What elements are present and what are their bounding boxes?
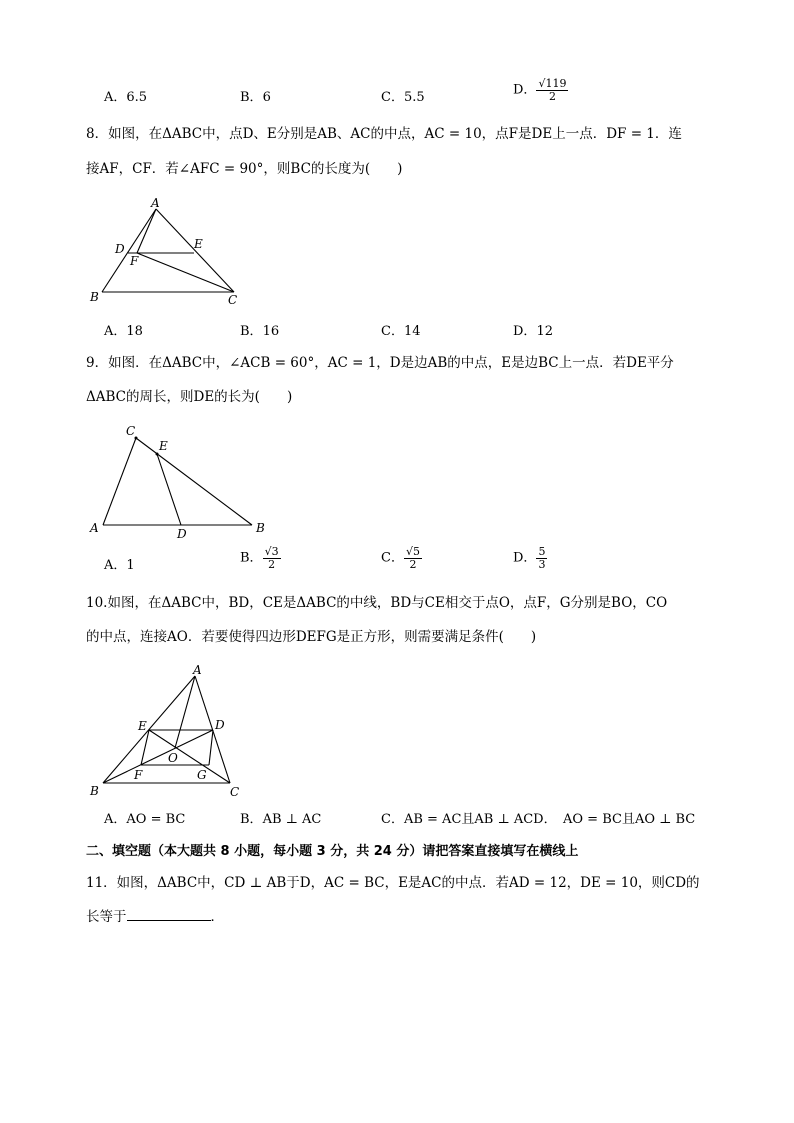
q7-option-d: D． $\frac{√119}{2}$ [513,77,567,103]
q7-option-c: C．5.5 [381,90,425,105]
q9-segment-de [157,454,181,525]
q9-side-ac [103,438,136,525]
q10-stem-line2: 的中点，连接AO．若要使得四边形DEFG是正方形，则需要满足条件( ) [86,629,537,645]
q10-figure [84,662,254,802]
q8-figure [84,196,254,308]
q8-stem-line2: 接AF，CF．若∠AFC = 90°，则BC的长度为( ) [86,161,403,177]
q8-option-d: D．12 [513,324,553,339]
q9-option-d-fraction: $\frac{5}{3}$ [538,545,546,571]
q9-option-b: B． $\frac{√3}{2}$ [240,545,279,571]
q10-option-c: C．AB = AC且AB ⊥ ACD． [381,812,557,827]
q11-stem-line2: 长等于 ． [86,906,224,927]
q9-stem-line2: ΔABC的周长，则DE的长为( ) [86,389,293,405]
q8-label-a: A [151,196,160,210]
q10-label-e: E [138,719,147,733]
q11-stem-line1: 11．如图，ΔABC中，CD ⊥ AB于D，AC = BC，E是AC的中点．若AD = 12，DE = 10，则CD的 [86,875,700,891]
q7-option-a: A．6.5 [104,90,148,105]
q10-median-ce [149,730,230,783]
q10-label-f: F [134,768,143,782]
q10-label-d: D [215,718,225,732]
section-2-heading: 二、填空题（本大题共 8 小题，每小题 3 分，共 24 分）请把答案直接填写在横线上 [86,844,579,859]
q8-option-b: B．16 [240,324,280,339]
q8-label-b: B [90,290,99,304]
q8-label-f: F [130,254,139,268]
q9-option-b-fraction: $\frac{√3}{2}$ [264,545,279,571]
q10-segment-ef [141,730,149,765]
q8-label-e: E [194,237,203,251]
q9-label-b: B [256,521,265,535]
q9-figure [84,420,274,542]
q9-option-d: D． $\frac{5}{3}$ [513,545,546,571]
q10-option-b: B．AB ⊥ AC [240,812,322,827]
q10-label-c: C [230,785,240,799]
q9-option-c: C． $\frac{√5}{2}$ [381,545,420,571]
q9-option-c-fraction: $\frac{√5}{2}$ [405,545,420,571]
q10-label-g: G [197,768,207,782]
q9-stem-line1: 9．如图．在ΔABC中，∠ACB = 60°，AC = 1，D是边AB的中点，E是边BC上一点．若DE平分 [86,355,674,371]
q8-segment-cf [137,253,234,292]
q10-label-o: O [168,751,178,765]
q9-label-a: A [90,521,99,535]
q11-answer-blank[interactable] [127,906,211,921]
q9-option-a: A．1 [104,558,135,573]
q10-option-d: AO = BC且AO ⊥ BC [563,812,696,827]
q9-label-c: C [126,424,136,438]
q8-option-c: C．14 [381,324,421,339]
q7-option-b: B．6 [240,90,271,105]
q7-option-d-fraction: $\frac{√119}{2}$ [538,77,567,103]
q8-option-a: A．18 [104,324,143,339]
q10-label-a: A [193,663,202,677]
q8-segment-af [137,209,156,253]
q8-side-ab [102,209,156,292]
q10-label-b: B [90,784,99,798]
q8-label-d: D [115,242,125,256]
q8-stem-line1: 8．如图，在ΔABC中，点D、E分别是AB、AC的中点，AC = 10，点F是DE上一点．DF = 1．连 [86,126,682,142]
q10-option-a: A．AO = BC [104,812,186,827]
q10-segment-dg [209,730,213,765]
q9-label-d: D [177,527,187,541]
q9-side-bc [136,438,252,525]
q8-label-c: C [228,293,238,307]
q9-label-e: E [159,439,168,453]
q10-stem-line1: 10.如图，在ΔABC中，BD，CE是ΔABC的中线，BD与CE相交于点O，点F，G分别是BO，CO [86,595,668,611]
